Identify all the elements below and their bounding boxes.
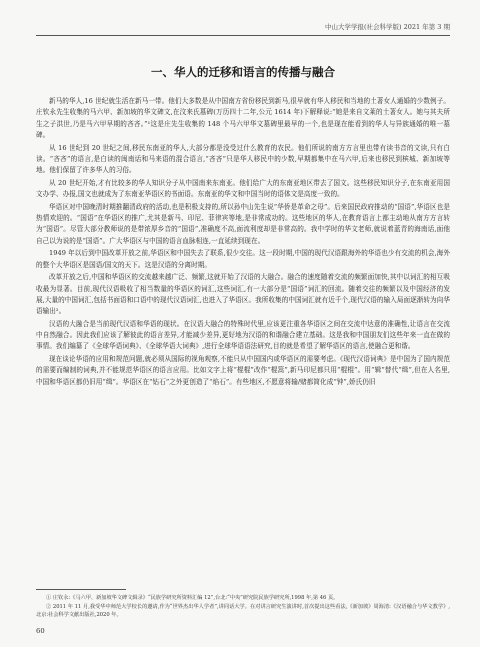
footnote-rule — [36, 589, 126, 590]
paragraph: 汉语的大融合是当前现代汉语和华语的现状。在汉语大融合的特殊时代里,应该更注重各华语区之间在交流中达意的准确性,让语言在交流中自然融合。因此我们应该了解彼此的语言差异,才能减少差异,更好地为汉语的和谐融合建立基础。这是我和中国朋友们这些年来一直在做的事情。我们编纂了《全球华语词典》、《全球华语大词典》,进行全球华语语法研究,目的就是希望了解华语区的语言,使融合更和谐。 — [36, 319, 450, 351]
header-rule — [36, 35, 450, 36]
paragraph: 从 20 世纪开始,才有比较多的华人知识分子从中国南来东南亚。他们给广大的东南亚地区带去了国文。这些移民知识分子,在东南亚用国文办学、办报,国文也就成为了东南亚华语区的书面语。东南亚的华文和中国当时的语体文是高度一致的。 — [36, 178, 450, 198]
paragraph: 1949 年以后到中国改革开放之前,华语区和中国失去了联系,很少交往。这一段时期,中国的现代汉语跟海外的华语也少有交流的机会,海外的整个大华语区是国语/国文的天下。这是汉语的分离时期。 — [36, 249, 450, 269]
section-title: 一、华人的迁移和语言的传播与融合 — [151, 65, 335, 79]
footnotes — [36, 594, 450, 620]
running-header: 中山大学学报(社会科学版) 2021 年第 3 期 — [324, 23, 450, 31]
page-number: 60 — [36, 627, 45, 635]
paragraph: 现在谈论华语的应用和规范问题,就必须从国际的视角观察,不能只从中国国内或华语区的需要考虑。《现代汉语词典》是中国为了国内规范的需要而编制的词典,并不能规范华语区的语言应用。比如文字上将“棍棍”改作“棍篙”,新马印尼都只用“棍棍”。用“辑”替代“缉”,但在人名里,中国和华语区都仍旧用“缉”。华语区在“钻石”之外更创造了“焰石”。有些地区,不愿意将输/赌都简化成“钟”,娇氏仍旧 — [36, 355, 450, 386]
paragraph: 从 16 世纪到 20 世纪之间,移民东南亚的华人,大部分都是没受过什么教育的农民。他们所说的南方方言里也带有读书音的文读,只有白读。“吝吝”的语言,是白读的闽南话和马来语的混合语言,“吝吝”只是华人移民中的少数,早期都集中在马六甲,后来也移民到槟城、新加坡等地。他们保留了许多华人的习俗。 — [36, 143, 450, 174]
footnote: ② 2011 年 11 月,我受华中师范大学校长的邀请,作为“世界杰出华人学者”,讲同话大学。在对讲言研究生演讲时,首次提出这些看法,《新加坡》周海清:《汉语融合与华文教学》,北京:社会科学文献出版社,2020 年。 — [36, 603, 450, 619]
paragraph: 新马的华人,16 世纪就生活在新马一带。他们大多数是从中国南方省份移民到新马,很早就有华人移民和当地的土著女人通婚的少数例子。庄钦永先生收集的马六甲、新加坡的华文碑文,在汶来氏墓碑(万历四十二年,公元 1614 年)下解释说:“她是来自文莱的土著女人。她与其夫所生之子洪世,乃是马六甲早期的吝吝。”¹这是庄先生收集的 148 个马六甲华文墓碑里最早的一个,也是现在能看到的华人与异族通婚的唯一墓碑。 — [36, 97, 450, 139]
paragraph: 改革开放之后,中国和华语区的交流越来越广泛、频繁,这就开始了汉语的大融合。融合的速度随着交流的频繁面加快,其中以词汇的相互吸收最为显著。目前,现代汉语吸收了相当数量的华语区的词汇,这些词汇,有一大部分是“国语”词汇的回流。随着交往的频繁以及中国经济的发展,大量的中国词汇,包括书面语和口语中的现代汉语词汇,也进入了华语区。我所收集的中国词汇就有近千个,现代汉语的输入局面逐渐转为向华语输出²。 — [36, 273, 450, 315]
footnote: ① 庄钦永:《马六甲、新加坡华文碑文辑录》“民族学研究所资料汇编 12”,台北:“中央”研究院民族学研究所,1998 年,第 46 页。 — [46, 595, 339, 601]
paragraph: 华语区对中国晚清时期推翻清政府的活动,也是积极支持的,所以孙中山先生说“华侨是革命之母”。后来国民政府推动的“国语”,华语区也是热情欢迎的。“国语”在华语区的推广,尤其是新马、印尼、菲律宾等地,是非常成功的。这些地区的华人,在教育语言上都主动地从南方方言转为“国语”。尽管大部分教师说的是带浓厚乡音的“国语”,准确度不高,面流利度却是非常高的。我中学时的华文老师,就说着蓝青的海南话,面他自己以为说的是“国语”。广大华语区与中国的语言血脉相连,一直延续到现在。 — [36, 202, 450, 245]
article-body — [36, 96, 450, 389]
